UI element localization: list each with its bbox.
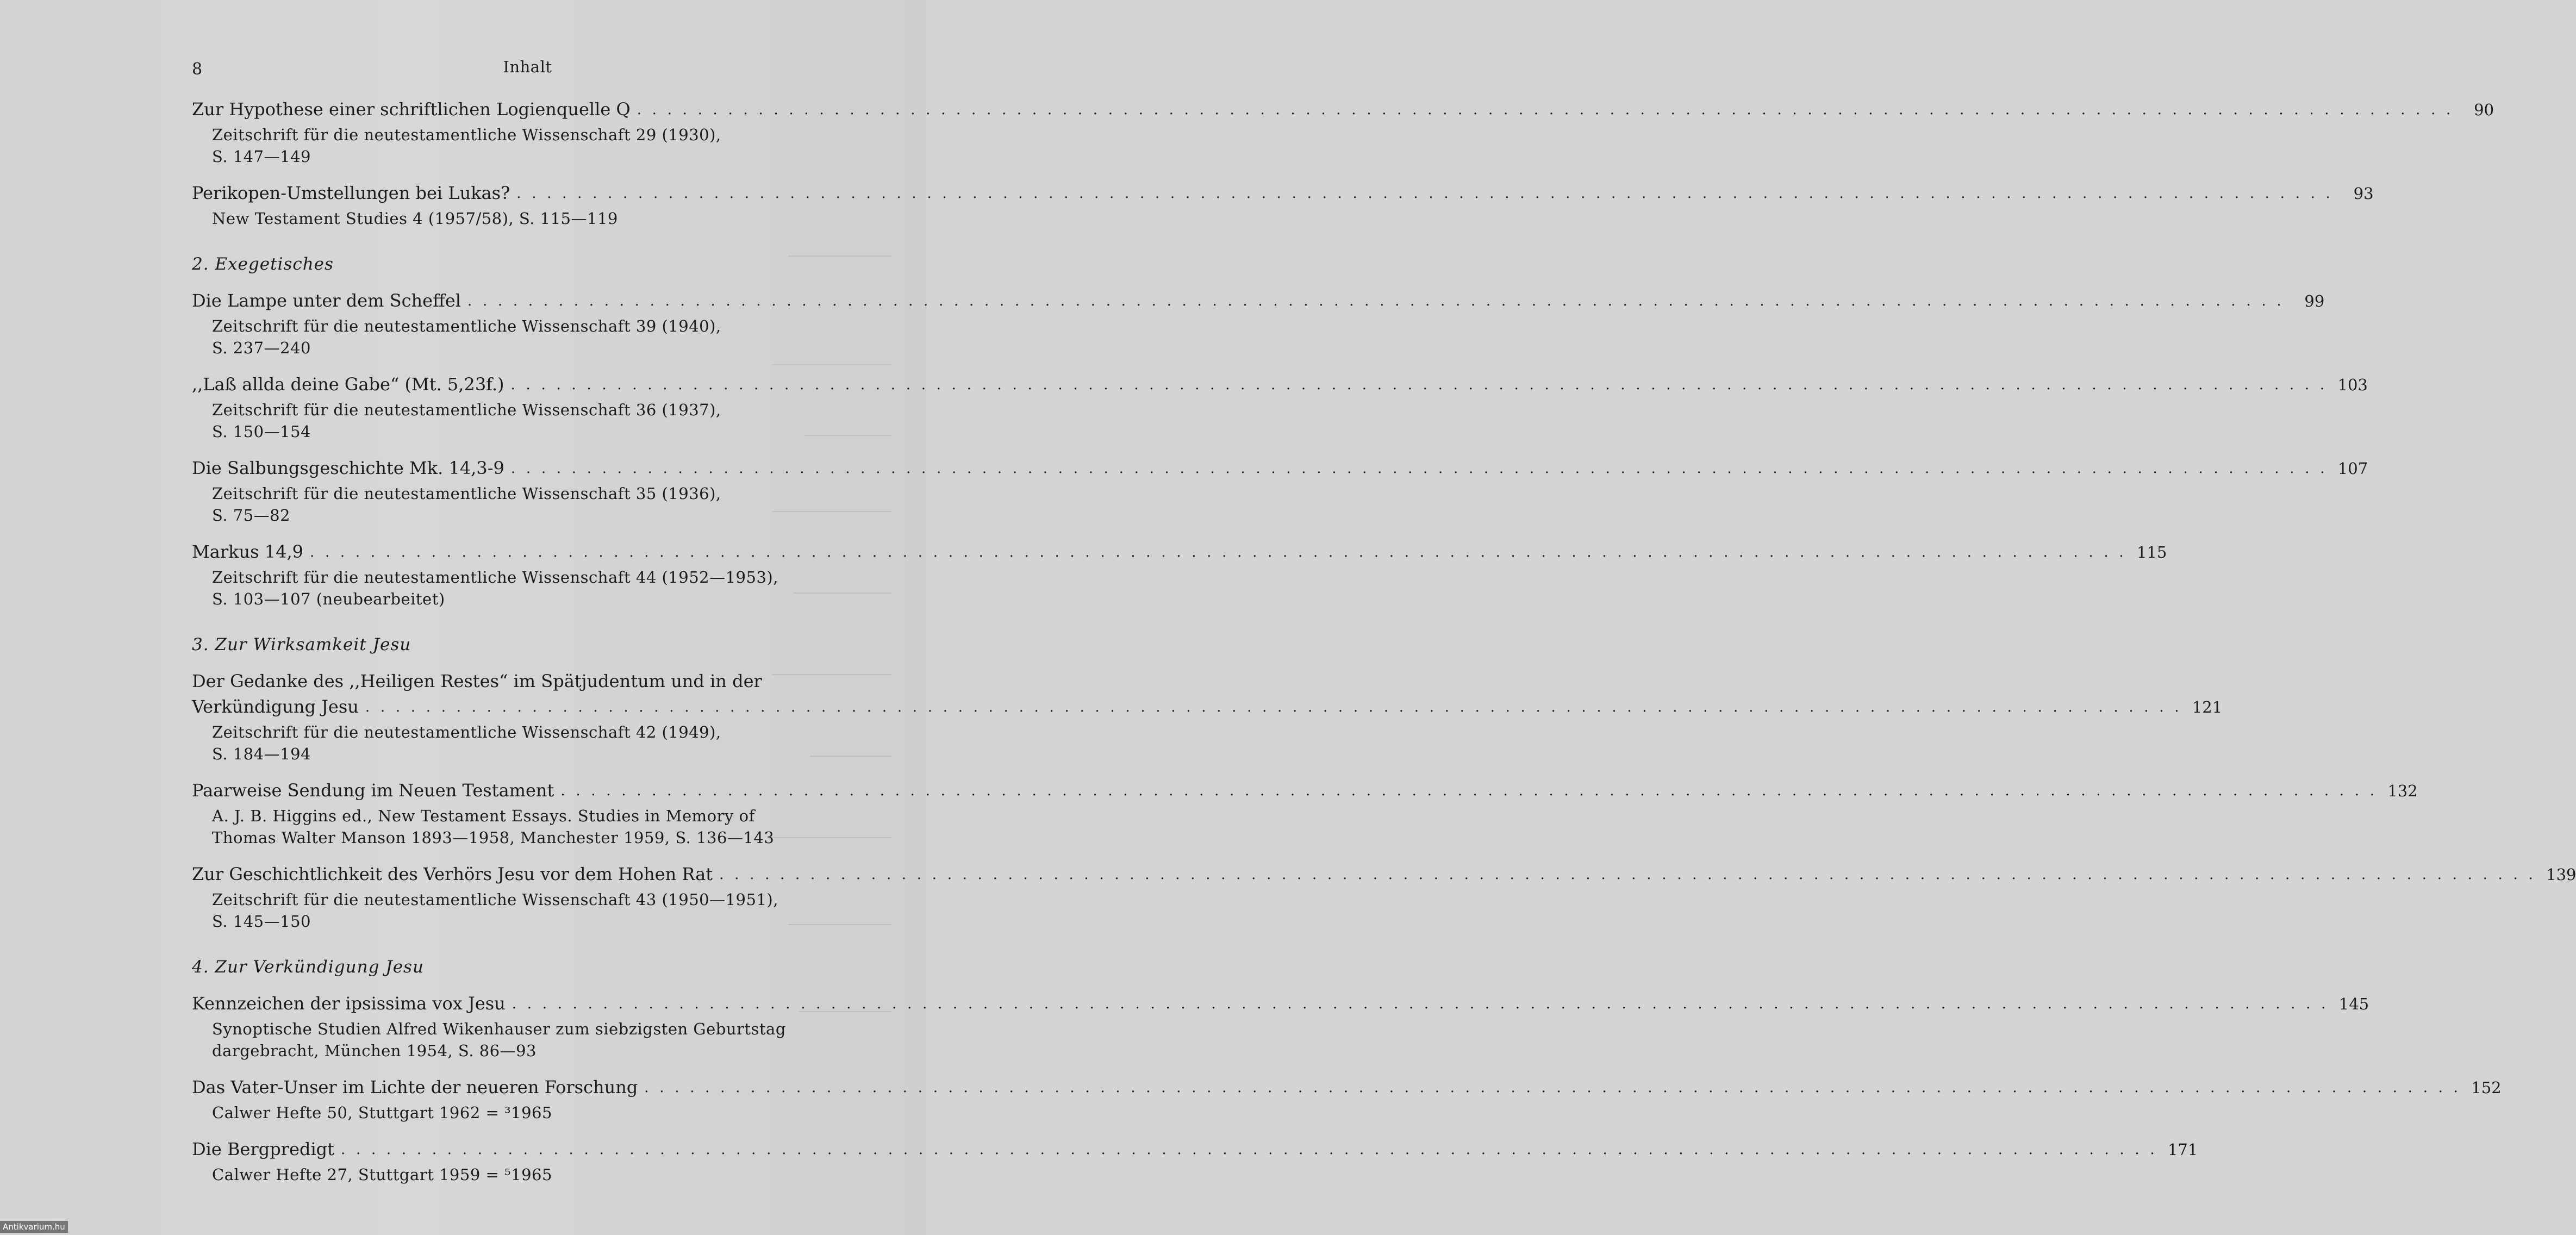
citation-line: Zeitschrift für die neutestamentliche Wissenschaft 42 (1949),: [212, 723, 721, 741]
entry-title: Verkündigung Jesu: [192, 696, 359, 717]
page-number: 8: [192, 60, 203, 79]
citation-line: New Testament Studies 4 (1957/58), S. 115—119: [212, 209, 618, 228]
page-reference: 107: [2337, 459, 2368, 478]
dot-leader: . . . . . . . . . . . . . . . . . . . . . . . . . . . . . . . . . . . . . . . . . . . . . . . . . . . . . . . . . . . . . . . . . . . . . . . . . . . . . . . . . . . . . . . . . . . . . . . . . . . . . . . . . . . . . . . . . . . . . . . .: [512, 996, 2329, 1012]
toc-entry: [192, 180, 2374, 229]
dot-leader: . . . . . . . . . . . . . . . . . . . . . . . . . . . . . . . . . . . . . . . . . . . . . . . . . . . . . . . . . . . . . . . . . . . . . . . . . . . . . . . . . . . . . . . . . . . . . . . . . . . . . . . . . . . . . . . . . . . . . . . .: [467, 293, 2285, 309]
entry-title: Die Lampe unter dem Scheffel: [192, 290, 461, 311]
dot-leader: . . . . . . . . . . . . . . . . . . . . . . . . . . . . . . . . . . . . . . . . . . . . . . . . . . . . . . . . . . . . . . . . . . . . . . . . . . . . . . . . . . . . . . . . . . . . . . . . . . . . . . . . . . . . . . . . . . . . . . . .: [341, 1142, 2158, 1158]
table-of-contents: [192, 97, 2576, 1199]
entry-title-line: [192, 1137, 2198, 1164]
entry-title: Das Vater-Unser im Lichte der neueren Forschung: [192, 1077, 638, 1097]
entry-title: Zur Geschichtlichkeit des Verhörs Jesu vor dem Hohen Rat: [192, 864, 713, 884]
citation-line: dargebracht, München 1954, S. 86—93: [212, 1041, 537, 1060]
citation-line: A. J. B. Higgins ed., New Testament Essays. Studies in Memory of: [212, 807, 755, 825]
page-reference: 132: [2387, 782, 2418, 800]
dot-leader: . . . . . . . . . . . . . . . . . . . . . . . . . . . . . . . . . . . . . . . . . . . . . . . . . . . . . . . . . . . . . . . . . . . . . . . . . . . . . . . . . . . . . . . . . . . . . . . . . . . . . . . . . . . . . . . . . . . . . . . .: [510, 377, 2328, 393]
citation-line: Zeitschrift für die neutestamentliche Wissenschaft 36 (1937),: [212, 401, 721, 419]
entry-title-line: [192, 991, 2369, 1018]
entry-title-line: [192, 778, 2418, 805]
citation-line: Calwer Hefte 27, Stuttgart 1959 = ⁵1965: [212, 1165, 552, 1184]
dot-leader: . . . . . . . . . . . . . . . . . . . . . . . . . . . . . . . . . . . . . . . . . . . . . . . . . . . . . . . . . . . . . . . . . . . . . . . . . . . . . . . . . . . . . . . . . . . . . . . . . . . . . . . . . . . . . . . . . . . . . . . .: [516, 185, 2334, 202]
entry-title-line: [192, 694, 2223, 721]
citation-line: Zeitschrift für die neutestamentliche Wissenschaft 29 (1930),: [212, 126, 721, 144]
toc-entry: [192, 372, 2368, 442]
toc-entry: [192, 1137, 2198, 1186]
entry-title-line: [192, 97, 2494, 124]
entry-title-line: [192, 1075, 2502, 1102]
page-reference: 145: [2338, 995, 2369, 1013]
entry-title: Die Salbungsgeschichte Mk. 14,3-9: [192, 458, 504, 478]
section-heading: 4. Zur Verkündigung Jesu: [192, 957, 424, 977]
toc-entry: [192, 991, 2369, 1062]
citation-line: S. 145—150: [212, 912, 311, 931]
dot-leader: . . . . . . . . . . . . . . . . . . . . . . . . . . . . . . . . . . . . . . . . . . . . . . . . . . . . . . . . . . . . . . . . . . . . . . . . . . . . . . . . . . . . . . . . . . . . . . . . . . . . . . . . . . . . . . . . . . . . . . . .: [719, 866, 2536, 883]
entry-title: Die Bergpredigt: [192, 1139, 335, 1159]
toc-entry: [192, 456, 2368, 526]
running-head: Inhalt: [503, 58, 552, 76]
entry-title: Kennzeichen der ipsissima vox Jesu: [192, 993, 506, 1014]
toc-entry: [192, 669, 2223, 765]
section-heading: 2. Exegetisches: [192, 254, 334, 274]
dot-leader: . . . . . . . . . . . . . . . . . . . . . . . . . . . . . . . . . . . . . . . . . . . . . . . . . . . . . . . . . . . . . . . . . . . . . . . . . . . . . . . . . . . . . . . . . . . . . . . . . . . . . . . . . . . . . . . . . . . . . . . .: [637, 102, 2454, 118]
entry-title-line: [192, 539, 2167, 566]
page-reference: 99: [2304, 292, 2325, 310]
entry-title: ,,Laß allda deine Gabe“ (Mt. 5,23f.): [192, 374, 504, 395]
citation-line: S. 237—240: [212, 339, 311, 357]
citation-line: S. 150—154: [212, 422, 311, 441]
page-reference: 171: [2167, 1140, 2198, 1159]
citation-line: S. 147—149: [212, 147, 311, 166]
citation-line: Zeitschrift für die neutestamentliche Wissenschaft 35 (1936),: [212, 484, 721, 503]
dot-leader: . . . . . . . . . . . . . . . . . . . . . . . . . . . . . . . . . . . . . . . . . . . . . . . . . . . . . . . . . . . . . . . . . . . . . . . . . . . . . . . . . . . . . . . . . . . . . . . . . . . . . . . . . . . . . . . . . . . . . . . .: [309, 544, 2127, 560]
entry-title-first-line: Der Gedanke des ,,Heiligen Restes“ im Spätjudentum und in der: [192, 671, 762, 691]
page-reference: 115: [2136, 543, 2167, 562]
citation-line: S. 75—82: [212, 506, 291, 525]
entry-title-line: [192, 288, 2325, 315]
dot-leader: . . . . . . . . . . . . . . . . . . . . . . . . . . . . . . . . . . . . . . . . . . . . . . . . . . . . . . . . . . . . . . . . . . . . . . . . . . . . . . . . . . . . . . . . . . . . . . . . . . . . . . . . . . . . . . . . . . . . . . . .: [365, 699, 2182, 715]
page-reference: 121: [2192, 698, 2223, 716]
page-reference: 103: [2337, 376, 2368, 394]
entry-title-line: [192, 180, 2374, 208]
citation-line: Calwer Hefte 50, Stuttgart 1962 = ³1965: [212, 1103, 552, 1122]
toc-entry: [192, 778, 2418, 849]
entry-title: Paarweise Sendung im Neuen Testament: [192, 780, 554, 801]
watermark-stamp: Antikvarium.hu: [0, 1221, 68, 1233]
citation-line: Thomas Walter Manson 1893—1958, Manchester 1959, S. 136—143: [212, 828, 775, 847]
page-reference: 90: [2474, 101, 2494, 119]
entry-title-line: [192, 456, 2368, 483]
citation-line: Zeitschrift für die neutestamentliche Wissenschaft 43 (1950—1951),: [212, 890, 778, 909]
toc-entry: [192, 97, 2494, 167]
dot-leader: . . . . . . . . . . . . . . . . . . . . . . . . . . . . . . . . . . . . . . . . . . . . . . . . . . . . . . . . . . . . . . . . . . . . . . . . . . . . . . . . . . . . . . . . . . . . . . . . . . . . . . . . . . . . . . . . . . . . . . . .: [560, 783, 2378, 799]
toc-entry: [192, 862, 2576, 932]
toc-entry: [192, 1075, 2502, 1124]
toc-entry: [192, 288, 2325, 359]
page-reference: 93: [2353, 184, 2374, 203]
entry-title-line: [192, 862, 2576, 889]
citation-line: Zeitschrift für die neutestamentliche Wissenschaft 39 (1940),: [212, 317, 721, 335]
toc-entry: [192, 539, 2167, 610]
citation-line: S. 103—107 (neubearbeitet): [212, 590, 445, 608]
entry-title: Zur Hypothese einer schriftlichen Logienquelle Q: [192, 99, 631, 120]
page-reference: 139: [2546, 865, 2576, 884]
dot-leader: . . . . . . . . . . . . . . . . . . . . . . . . . . . . . . . . . . . . . . . . . . . . . . . . . . . . . . . . . . . . . . . . . . . . . . . . . . . . . . . . . . . . . . . . . . . . . . . . . . . . . . . . . . . . . . . . . . . . . . . .: [510, 460, 2328, 477]
citation-line: S. 184—194: [212, 745, 311, 763]
entry-title-line: [192, 372, 2368, 399]
page-reference: 152: [2471, 1078, 2502, 1097]
citation-line: Synoptische Studien Alfred Wikenhauser zum siebzigsten Geburtstag: [212, 1020, 786, 1038]
entry-title: Perikopen-Umstellungen bei Lukas?: [192, 183, 510, 203]
section-heading: 3. Zur Wirksamkeit Jesu: [192, 635, 411, 654]
dot-leader: . . . . . . . . . . . . . . . . . . . . . . . . . . . . . . . . . . . . . . . . . . . . . . . . . . . . . . . . . . . . . . . . . . . . . . . . . . . . . . . . . . . . . . . . . . . . . . . . . . . . . . . . . . . . . . . . . . . . . . . .: [644, 1080, 2461, 1096]
citation-line: Zeitschrift für die neutestamentliche Wissenschaft 44 (1952—1953),: [212, 568, 778, 587]
page-header: [192, 58, 863, 79]
entry-title: Markus 14,9: [192, 541, 303, 562]
